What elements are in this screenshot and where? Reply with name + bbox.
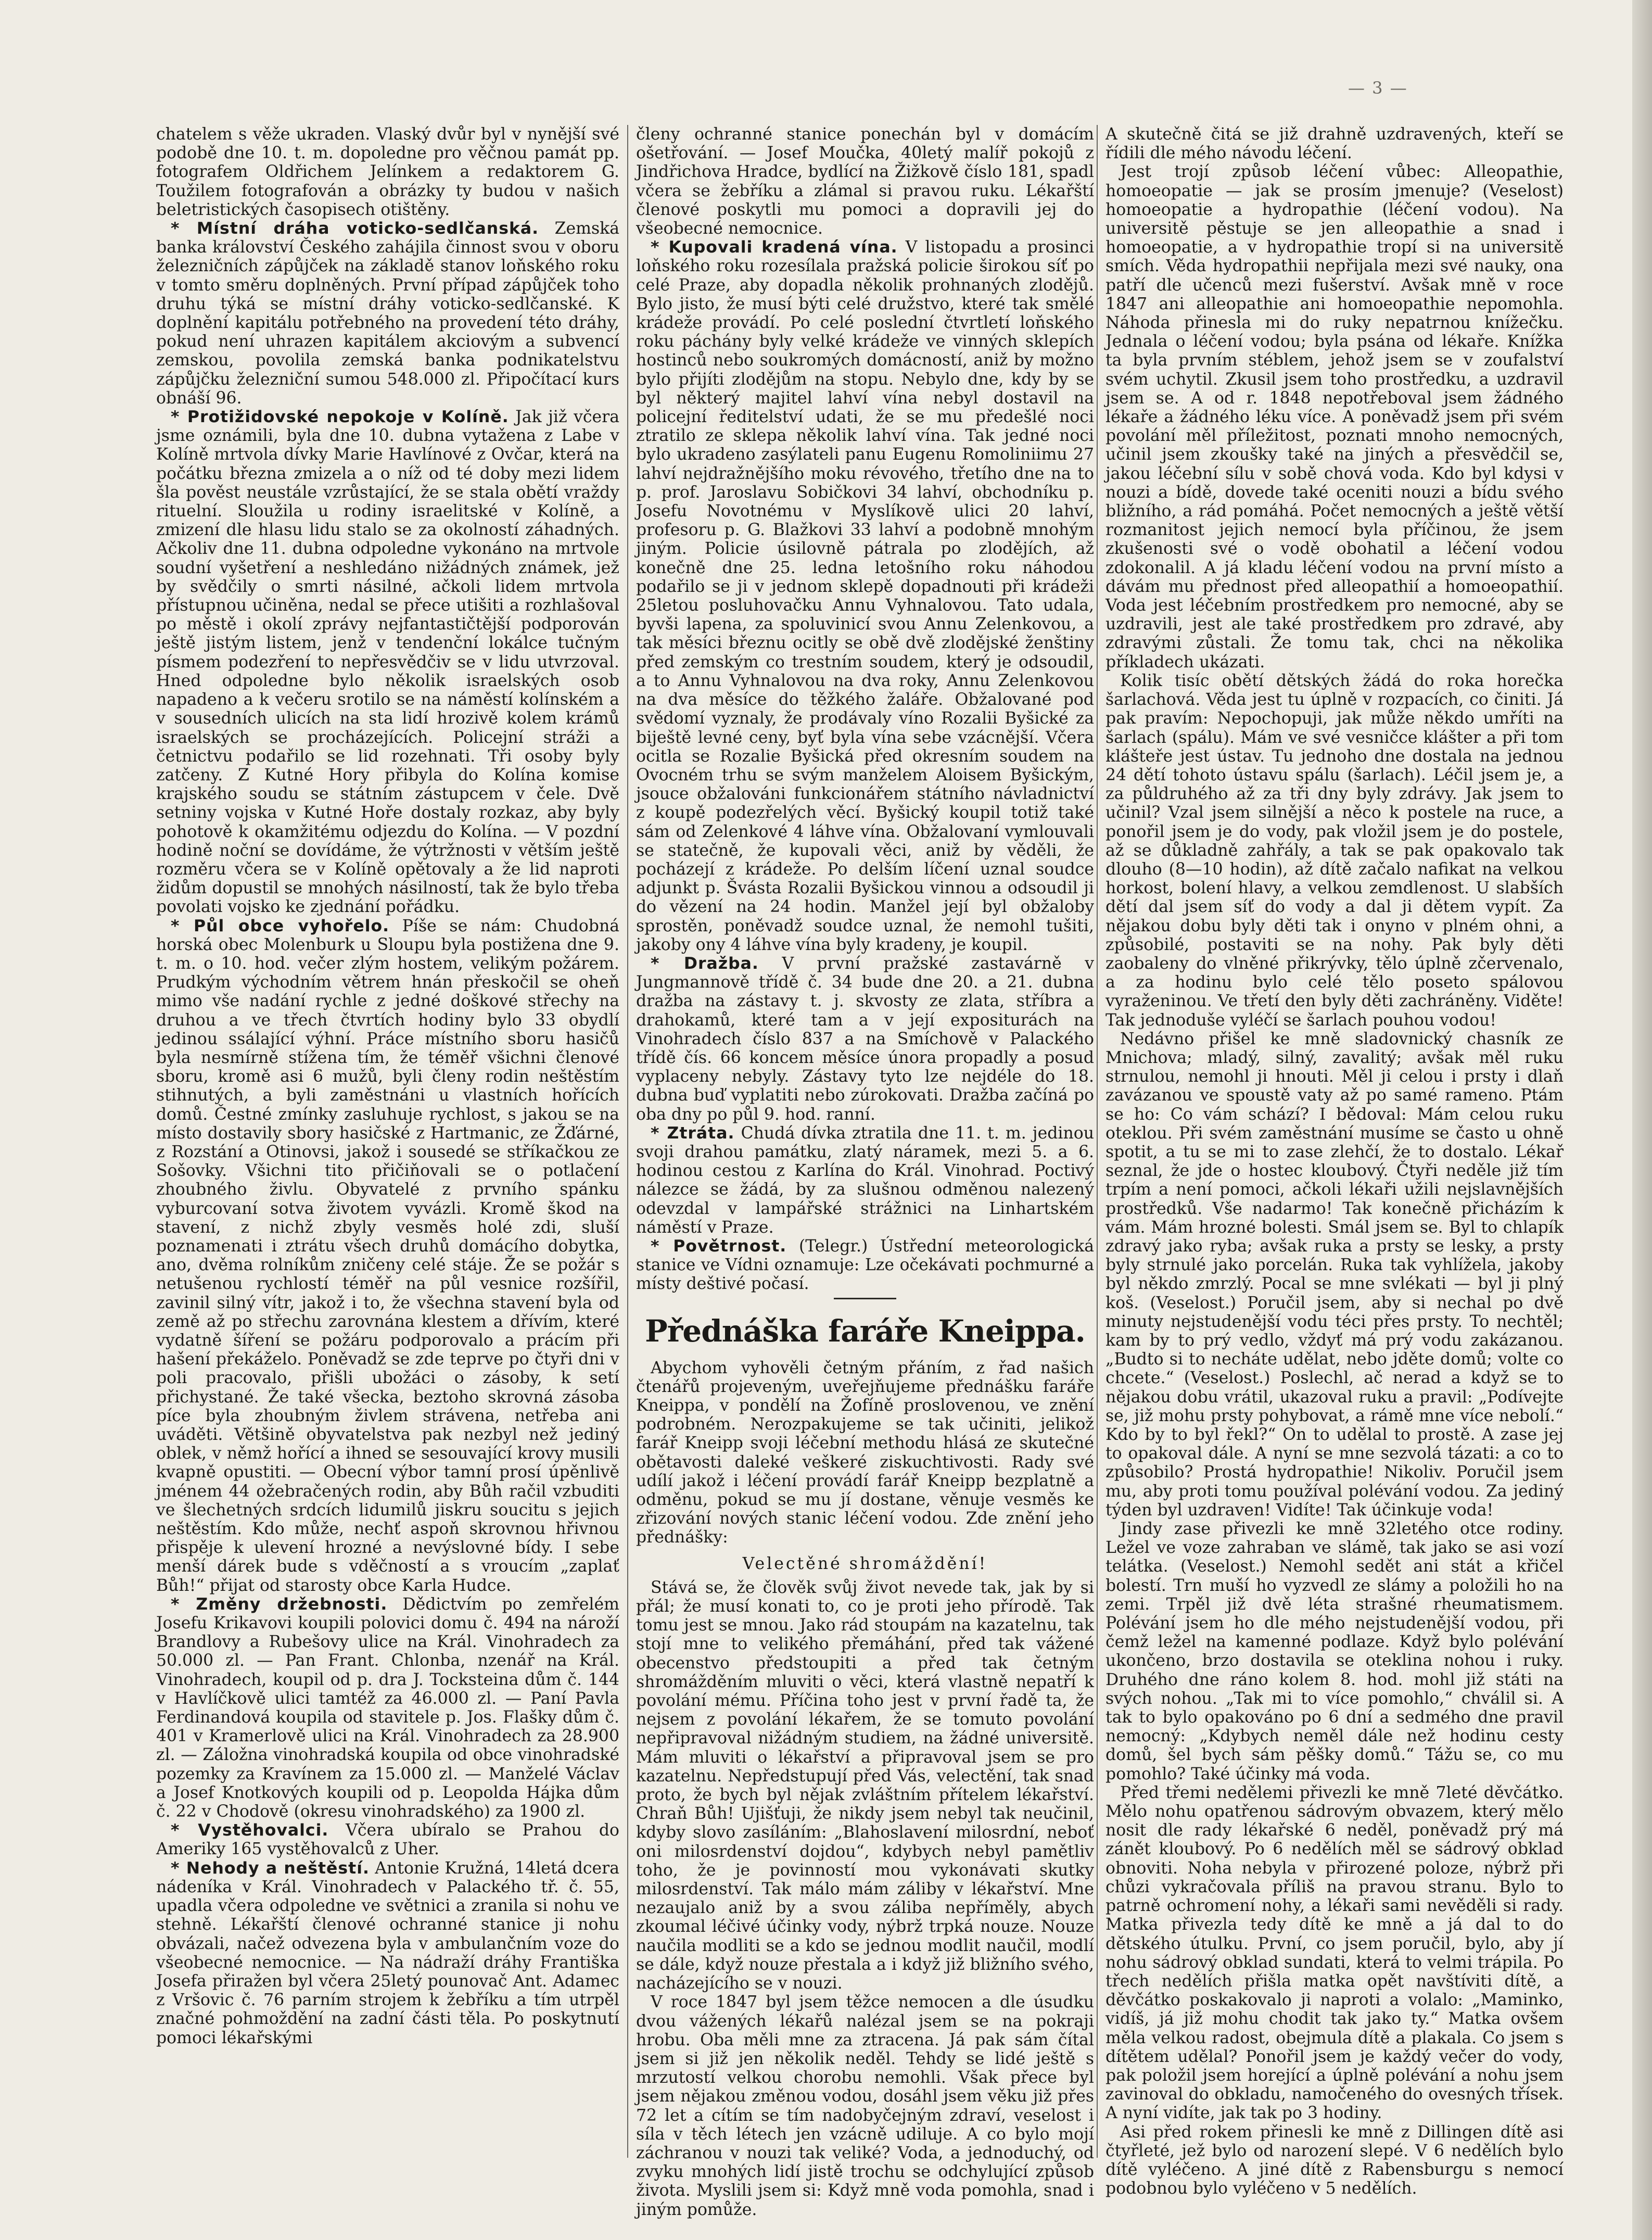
- news-body: Dědictvím po zemřelém Josefu Krikavovi koupili polovici domu č. 494 na nároží Brandlovy a Rubešovy ulice na Král. Vinohradech za 50.000 zl. — Pan Frant. Chlonba, nzenář na Král. Vinohradech, koupil od p. dra J. Tocksteina dům č. 144 v Havlíčkově ulici tamtéž za 46.000 zl. — Paní Pavla Ferdinandová koupila od stavitele p. Jos. Flašky dům č. 401 v Kramerlově ulici na Král. Vinohradech za 28.900 zl. — Záložna vinohradská koupila od obce vinohradské pozemky za Kravínem za 15.000 zl. — Manželé Václav a Josef Knotkových koupili od p. Leopolda Hájka dům č. 22 v Chodově (okresu vinohradského) za 1900 zl.: [156, 1594, 620, 1821]
- news-body: V první pražské zastavárně v Jungmannově třídě č. 34 bude dne 20. a 21. dubna dražba na zástavy t. j. skvosty ze zlata, stříbra a drahokamů, které tam a v její expositurách na Vinohradech číslo 837 a na Smíchově v Palackého třídě čís. 66 koncem měsíce února propadly a posud vyplaceny nebyly. Zástavy tyto lze nejdéle do 18. dubna buď vyplatiti nebo zúrokovati. Dražba začíná po oba dny po půl 9. hod. ranní.: [636, 954, 1095, 1124]
- news-headline: * Vystěhovalci.: [171, 1821, 329, 1840]
- news-body: (Telegr.) Ústřední meteorologická stanice ve Vídni oznamuje: Lze očekávati pochmurné a místy deštivé počasí.: [636, 1236, 1094, 1294]
- news-headline: * Protižidovské nepokoje v Kolíně.: [171, 408, 509, 427]
- article-paragraph: Asi před rokem přinesli ke mně z Dillingen dítě asi čtyřleté, jež bylo od narození slepé. V 6 nedělích bylo dítě vyléčeno. A jiné dítě z Rabensburgu s nemocí podobnou bylo vyléčeno v 5 nedělích.: [1105, 2122, 1564, 2198]
- article-paragraph: Jest trojí způsob léčení vůbec: Alleopathie, homoeopatie — jak se prosím jmenuje? (Veselost) homoeopatie a hydropathie (léčení vodou). Na universitě pěstuje se jen alleopathie a snad i homoeopatie, a v hydropathie tropí si na universitě smích. Věda hydropathii nepřijala mezi své nauky, ona patří dle učenců mezi fušerství. Avšak mně v roce 1847 ani alleopathie ani homoeopathie nepomohla. Náhoda přinesla mi do ruky nepatrnou knížečku. Jednala o léčení vodou; byla psána od lékaře. Knížka ta byla prvním stéblem, jehož jsem se v zoufalství svém uchytil. Zkusil jsem toho prostředku, a uzdravil jsem se. A od r. 1848 nepotřeboval jsem žádného lékaře a žádného léku více. A poněvadž jsem při svém povolání měl příležitost, poznati mnoho nemocných, učinil jsem zkoušky také na jiných a přesvědčil se, jakou léčební sílu v sobě chová voda. Kdo byl kdysi v nouzi a bídě, dovede také oceniti nouzi a bídu svého bližního, a rád pomáhá. Počet nemocných a ještě větší rozmanitost jejich nemocí byla příčinou, že jsem zkušenosti své o vodě obohatil a léčení vodou zdokonalil. A já kladu léčení vodou na první místo a dávám mu přednost před alleopathií a homoeopathií. Voda jest léčebním prostředkem pro nemocné, aby se uzdravili, jest ale také prostředkem pro zdravé, aby zdravými zůstali. Že tomu tak, chci na několika příkladech ukázati.: [1105, 162, 1564, 672]
- article-paragraph: Jindy zase přivezli ke mně 32letého otce rodiny. Ležel ve voze zahraban ve slámě, tak jako se asi vozí telátka. (Veselost.) Nemohl sedět ani stát a křičel bolestí. Trn muší ho vyzvedl ze slámy a položili ho na zemi. Trpěl již dvě léta strašné rheumatismem. Polévání jsem ho dle mého nejstudenější vodou, při čemž ležel na kamenné podlaze. Když bylo polévání ukončeno, brzo dostavila se oteklina nohou i ruky. Druhého dne ráno kolem 8. hod. mohl již státi na svých nohou. „Tak mi to více pomohlo,“ chválil si. A tak to bylo opakováno po 6 dní a sedmého dne pravil nemocný: „Kdybych neměl dále než hodinu cesty domů, šel bych sám pěšky domů.“ Tážu se, co mu pomohlo? Také účinky má voda.: [1105, 1520, 1564, 1783]
- article-paragraph: Abychom vyhověli četným přáním, z řad našich čtenářů projeveným, uveřejňujeme přednášku faráře Kneippa, v pondělí na Žofíně proslovenou, ve znění podrobném. Nerozpakujeme se tak učiniti, jelikož farář Kneipp svoji léčební methodu hlásá ze skutečné obětavosti daleké veškeré ziskuchtivosti. Rady své udílí jakož i léčení provádí farář Kneipp bezplatně a odměnu, pokud se mu jí dostane, věnuje vesměs ke zřizování nových stanic léčení vodou. Zde znění jeho přednášky:: [636, 1358, 1094, 1547]
- article-title: Přednáška faráře Kneippa.: [645, 1313, 1085, 1349]
- news-headline: * Půl obce vyhořelo.: [171, 916, 390, 935]
- news-paragraph: členy ochranné stanice ponechán byl v domácím ošetřování. — Josef Moučka, 40letý malíř pokojů z Jindřichova Hradce, bydlící na Žižkově číslo 181, spadl včera se žebříku a zlámal si pravou ruku. Lékařští členové poskytli mu pomoci a dopravili jej do všeobecné nemocnice.: [636, 125, 1094, 238]
- news-body: Antonie Kružná, 14letá dcera nádeníka v Král. Vinohradech v Palackého tř. č. 55, upadla včera odpoledne ve světnici a zranila si nohu ve stehně. Lékařští členové ochranné stanice ji nohu obvázali, načež odvezena byla v ambulančním voze do všeobecné nemocnice. — Na nádraží dráhy Františka Josefa přiražen byl včera 25letý pounovač Ant. Adamec z Vršovic č. 76 parním strojem k žebříku a tím utrpěl značné pohmoždění na zadní části těla. Po poskytnutí pomoci lékařskými: [156, 1858, 619, 2047]
- column-divider: [1097, 125, 1098, 2158]
- article-paragraph: A skutečně čitá se již drahně uzdravených, kteří se řídili dle mého návodu léčení.: [1105, 125, 1564, 163]
- news-column-left: [156, 125, 619, 2160]
- news-body: Zemská banka království Českého zahájila činnost svou v oboru železničních zápůjček na základě stanov loňského roku v tomto směru doplněných. První případ zápůjček toho druhu týká se místní dráhy voticko-sedlčanské. K doplnění kapitálu potřebného na provedení této dráhy, pokud není uhrazen kapitálem akciovým a subvencí zemskou, povolila zemská banka podnikatelstvu zápůjčku železniční sumou 548.000 zl. Připočítací kurs obnáší 96.: [156, 219, 619, 408]
- news-headline: * Kupovali kradená vína.: [651, 238, 898, 257]
- news-headline: * Povětrnost.: [651, 1236, 787, 1256]
- article-paragraph: Kolik tisíc obětí dětských žádá do roka horečka šarlachová. Věda jest tu úplně v rozpacích, co činiti. Já pak pravím: Nepochopuji, jak může někdo umříti na šarlach (spálu). Mám ve své vesničce klášter a při tom klášteře jest ústav. Tu jednoho dne dostala na jednou 24 dětí tohoto ústavu spálu (šarlach). Léčil jsem je, a za půldruhého až za tři dny byly zdrávy. Jak jsem to učinil? Vzal jsem silnější a něco k postele na ruce, a ponořil jsem je do vody, pak vložil jsem je do postele, až se důkladně zahřály, a tak se pak opakovalo tak dlouho (8—10 hodin), až dítě začalo nafikat na velkou horkost, bolení hlavy, a velkou zemdlenost. U slabších dětí dal jsem síť do vody a dal ji dětem vypít. Za nějakou dobu byly děti tak i onyno v plném ohni, a způsobilé, postaviti se na nohy. Pak byly děti zaobaleny do vlněné přikrývky, tělo úplně zčervenalo, a za hodinu bylo celé tělo poseto spálovou vyraženinou. Ve třetí den byly děti zachráněny. Viděte! Tak jednoduše vyléčí se šarlach pouhou vodou!: [1105, 671, 1564, 1030]
- article-paragraph: Nedávno přišel ke mně sladovnický chasník ze Mnichova; mladý, silný, zavalitý; avšak měl ruku strnulou, nemohl ji hnouti. Měl ji celou i prsty i dlaň zavázanou ve spoustě vaty až po samé rameno. Ptám se ho: Co vám schází? I bědoval: Mám celou ruku oteklou. Při svém zaměstnání musíme se často u ohně spotit, a tu se mi to zase zlehčí, že to dostalo. Lékař seznal, že jde o hostec kloubový. Čtyři neděle již tím trpím a není pomoci, ačkoli lékaři užili nejslavnějších prostředků. Vše nadarmo! Tak konečně přicházím k vám. Mám hrozné bolesti. Smál jsem se. Byl to chlapík zdravý jako ryba; avšak ruka a prsty se lesky, a prsty byly strnulé jako porcelán. Ruka tak vyhlížela, jakoby byl někdo zmrzlý. Pocal se mne svlékati — byl ji plný koš. (Veselost.) Poručil jsem, aby si nechal po dvě minuty nejstudenější vodu téci přes prsty. To nechtěl; kam by to prý vedlo, vždyť má prý vodu zakázanou. „Budto si to necháte udělat, nebo jděte domů; volte co chcete.“ (Veselost.) Poslechl, ač nerad a když se to nějakou dobu vrátil, ukazoval ruku a pravil: „Podívejte se, již mohu prsty pohybovat, a rámě mne více nebolí.“ Kdo by to byl řekl?“ On to udělal to prostě. A zase jej to opakoval dále. A nyní se mne sezvolá tázati: a co to způsobilo? Prostá hydropathie! Nikoliv. Poručil jsem mu, aby proti tomu používal polévání vodou. Za jediný týden byl uzdraven! Vidíte! Tak účinkuje voda!: [1105, 1029, 1564, 1520]
- article-subhead: Velectěné shromáždění!: [742, 1554, 988, 1573]
- news-headline: * Nehody a neštěstí.: [171, 1858, 370, 1878]
- news-paragraph: chatelem s věže ukraden. Vlaský dvůr byl v nynější své podobě dne 10. t. m. dopoledne pro věčnou památ pp. fotografem Oldřichem Jelínkem a redaktorem G. Toužilem fotografován a obrázky ty budou v našich beletristických časopisech otištěny.: [156, 125, 619, 219]
- news-body: Včera ubíralo se Prahou do Ameriky 165 vystěhovalců z Uher.: [156, 1821, 619, 1859]
- news-column-middle: [636, 125, 1095, 2219]
- article-paragraph: Stává se, že člověk svůj život nevede tak, jak by si přál; že musí konati to, co je proti jeho přírodě. Tak tomu jest se mnou. Jako rád stoupám na kazatelnu, tak stojí mne to velikého přemáhání, před tak vážené obecenstvo předstoupiti a před tak četným shromážděním mluviti o věci, která vlastně nepatří k povolání mému. Příčina toho jest v první řadě ta, že nejsem z povolání lékařem, že se tomuto povolání nepřipravoval nižádným studiem, na žádné universitě. Mám mluviti o lékařství a připravoval jsem se pro kazatelnu. Nepředstupují před Vás, velectění, tak snad proto, že bych byl nějak zvláštním přítelem lékařství. Chraň Bůh! Ujišťuji, že nikdy jsem nebyl tak neučinil, kdyby slovo zasíláním: „Blahoslavení milosrdní, neboť oni milosrdenství dojdou“, kdybych nebyl pamětliv toho, že je povinností mou vykonávati skutky milosrdenství. Tak málo mám záliby v lékařství. Mne nezaujalo aniž by a svou záliba nepříměly, abych zkoumal léčivé účinky vody, nýbrž trpká nouze. Nouze naučila modliti se a kdo se jednou modlit naučil, modlí se dále, když nouze přestala a i když již bližního svého, nacházejícího se v nouzi.: [636, 1578, 1094, 1993]
- article-paragraph: V roce 1847 byl jsem těžce nemocen a dle úsudku dvou vážených lékařů nalézal jsem se na pokraji hrobu. Oba měli mne za ztracena. Já pak sám čítal jsem si již jen několik neděl. Tehdy se lidé ještě s mrzutostí velkou chorobu nemohli. Však přece byl jsem nějakou změnou vodou, dosáhl jsem věku již přes 72 let a cítím se tím nadobyčejným zdraví, veselost i síla v těch létech jen vzácně udiluje. A co bylo mojí záchranou v nouzi tak veliké? Voda, a jednoduchý, od zvyku mnohých lidí jistě trochu se odchylující způsob života. Myslili jsem si: Když mně voda pomohla, snad i jiným pomůže.: [636, 1993, 1094, 2219]
- news-headline: * Dražba.: [651, 954, 759, 973]
- news-headline: * Změny držebnosti.: [171, 1594, 388, 1614]
- news-headline: * Místní dráha voticko-sedlčanská.: [171, 219, 539, 238]
- news-body: Chudá dívka ztratila dne 11. t. m. jedinou svoji drahou památku, zlatý náramek, mezi 5. a 6. hodinou cestou z Karlína do Král. Vinohrad. Poctivý nálezce se žádá, by za slušnou odměnou nalezený odevzdal v lampářské strážnici na Linhartském náměstí v Praze.: [636, 1123, 1094, 1237]
- page-number: — 3 —: [1348, 78, 1408, 98]
- news-body: V listopadu a prosinci loňského roku rozesílala pražská policie širokou síť po celé Praze, aby dopadla několik prohnaných zlodějů. Bylo jisto, že musí býti celé družstvo, které tak smělé krádeže provádí. Po celé poslední čtvrtletí loňského roku páchány byly velké krádeže ve vinných sklepích hostinců nebo soukromých domácností, aniž by možno bylo přijíti zlodějům na stopu. Nebylo dne, kdy by se byl některý majitel lahví vína nebyl dostavil na policejní ředitelství udati, že se mu předešlé noci ztratilo ze sklepa několik lahví vína. Tak jedné noci bylo ukradeno zasýlateli panu Eugenu Romoliniimu 27 lahví nejdražnějšího moku révového, třetího dne na to p. prof. Jaroslavu Sobičkovi 34 lahví, obchodníku p. Josefu Novotnému v Myslíkově ulici 20 lahví, profesoru p. G. Blažkovi 33 lahví a podobně mnohým jiným. Policie úsilovně pátrala po zlodějích, až konečně dne 25. ledna letošního roku náhodou podařilo se ji v jednom sklepě dopadnouti při krádeži 25letou posluhovačku Annu Vyhnalovou. Tato udala, byvši lapena, za spoluvinicí svou Annu Zelenkovou, a tak měsíci březnu ocitly se obě dvě zlodějské ženštiny před zemským co trestním soudem, který je odsoudil, a to Annu Vyhnalovou na dva roky, Annu Zelenkovou na dva měsíce do těžkého žaláře. Obžalované pod svědomí vyznaly, že prodávaly víno Rozalii Byšické za biještě levné ceny, byť byla vína sebe vzácnější. Včera ocitla se Rozalie Byšická před okresním soudem na Ovocném trhu se svým manželem Aloisem Byšickým, jsouce obžalováni funkcionářem státního návladnictví z koupě podezřelých věcí. Byšický koupil totiž také sám od Zelenkové 4 láhve vína. Obžalovaní vymlouvali se statečně, že kupovali věci, aniž by věděli, že pocházejí z krádeže. Po delším líčení uznal soudce adjunkt p. Švásta Rozalii Byšickou vinnou a odsoudil ji do vězení na 24 hodin. Manžel její byl obžaloby sprostěn, poněvadž soudce uznal, že nemohl tušiti, jakoby ony 4 láhve vína byly kradeny, je koupil.: [636, 238, 1094, 954]
- page-edge-shadow: [1632, 0, 1652, 2240]
- news-headline: * Ztráta.: [651, 1123, 735, 1143]
- article-paragraph: Před třemi nedělemi přivezli ke mně 7leté děvčátko. Mělo nohu opatřenou sádrovým obvazem, který mělo nosit dle rady lékařské 6 neděl, poněvadž prý má zánět kloubový. Po 6 nedělích měl se sádrový obklad obnoviti. Noha nebyla v přirozené poloze, nýbrž při chůzi vykračovala příliš na pravou stranu. Bylo to patrně ochromení nohy, a lékaři sami nevěděli si rady. Matka přivezla tedy dítě ke mně a já dal to do dětského útulku. První, co jsem poručil, bylo, aby jí nohu sádrový obklad sundati, která to velmi trápila. Po třech nedělích přišla matka opět navštíviti dítě, a děvčátko poskakovalo ji naproti a volalo: „Maminko, vidíš, já již mohu chodit tak jako ty.“ Matka ovšem měla velkou radost, obejmula dítě a plakala. Co jsem s dítětem udělal? Ponořil jsem je každý večer do vody, pak položil jsem horející a úplně polévání a nohu jsem zavinoval do obkladu, namočeného do ovesných třísek. A nyní vidíte, jak tak po 3 hodiny.: [1105, 1783, 1564, 2123]
- news-body: Píše se nám: Chudobná horská obec Molenburk u Sloupu byla postižena dne 9. t. m. o 10. hod. večer zlým hostem, velikým požárem. Prudkým východním větrem hnán přeskočil se oheň mimo vše nadání rychle z jedné doškové střechy na druhou a ve třech čtvrtích hodiny bylo 33 obydlí jedinou ssálající výhní. Práce místního sboru hasičů byla nesmírně stížena tím, že téměř všichni členové sboru, kromě asi 6 mužů, byli členy rodin neštěstím stihnutých, a byli zaměstnáni u vlastních hořících domů. Čestné zmínky zasluhuje rychlost, s jakou se na místo dostavily sbory hasičské z Hartmanic, ze Žďárné, z Rozstání a Otinovsi, jakož i sousedé se stříkačkou ze Sošovky. Všichni tito přičiňovali se o potlačení zhoubného živlu. Obyvatelé z prvního spánku vyburcovaní sotva životem vyvázli. Kromě škod na stavení, z nichž zbyly vesměs holé zdi, sluší poznamenati i ztrátu všech druhů domácího dobytka, ano, dvěma rolníkům zničeny celé stáje. Že se požár s netušenou rychlostí téměř na půl vesnice rozšířil, zavinil silný vítr, jakož i to, že všechna stavení byla od země až po střechu zarovnána klestem a dřívím, které vydatně šíření se požáru podporovalo a prácím při hašení překáželo. Poněvadž se zde teprve po čtyři dni v poli pracovalo, přišli ubožáci o zásoby, k setí přichystané. Že také všecka, beztoho skrovná zásoba píce byla zhoubným živlem strávena, netřeba ani uváděti. Většině obyvatelstva pak nezbyl než jediný oblek, v němž hořící a ihned se sesouvající krovy musili kvapně opustiti. — Obecní výbor tamní prosí úpěnlivě jménem 44 ožebračených rodin, aby Bůh račil vzbuditi ve šlechetných srdcích lidumilů jiskru soucitu s jejich neštěstím. Kdo může, nechť aspoň skrovnou hřivnou přispěje k ulevení hrozné a nevýslovné bídy. I sebe menší dárek bude s vděčností a s vroucím „zaplať Bůh!“ přijat od starosty obce Karla Hudce.: [156, 916, 620, 1595]
- column-divider: [627, 125, 628, 2158]
- section-rule: [834, 1298, 896, 1299]
- news-body: Jak již včera jsme oznámili, byla dne 10. dubna vytažena z Labe v Kolíně mrtvola dívky Marie Havlínové z Ovčar, která na počátku března zmizela a o níž od té doby mezi lidem šla pověst neustále vzrůstající, že se stala obětí vraždy rituelní. Sloužila u rodiny israelitské v Kolíně, a zmizení dle hlasu lidu stalo se za okolností záhadných. Ačkoliv dne 11. dubna odpoledne vykonáno na mrtvole soudní vyšetření a neshledáno nižádných známek, jež by svědčily o smrti násilné, ačkoli lidem mrtvola přístupnou učiněna, nedal se přece utišiti a rozhlašoval po městě i okolí zprávy nejfantastičtější podporován ještě jistým listem, jenž v tendenční lokálce tučným písmem podezření to nepřesvědčiv se v lidu utvrzoval. Hned odpoledne bylo několik israelských osob napadeno a k večeru srotilo se na náměstí kolínském a v sousedních ulicích na sta lidí hrozivě kolem krámů israelských se procházejících. Policejní stráži a četnictvu podařilo se lid rozehnati. Tři osoby byly zatčeny. Z Kutné Hory přibyla do Kolína komise krajského soudu se státním zástupcem v čele. Dvě setniny vojska v Kutné Hoře dostaly rozkaz, aby byly pohotově k okamžitému odjezdu do Kolína. — V pozdní hodině noční se dovídáme, že výtržnosti v větším ještě rozměru včera se v Kolíně opětovaly a že lid naproti židům dopustil se mnohých násilností, tak že bylo třeba povolati vojsko ke zjednání pořádku.: [156, 408, 619, 917]
- news-column-right: [1105, 125, 1564, 2198]
